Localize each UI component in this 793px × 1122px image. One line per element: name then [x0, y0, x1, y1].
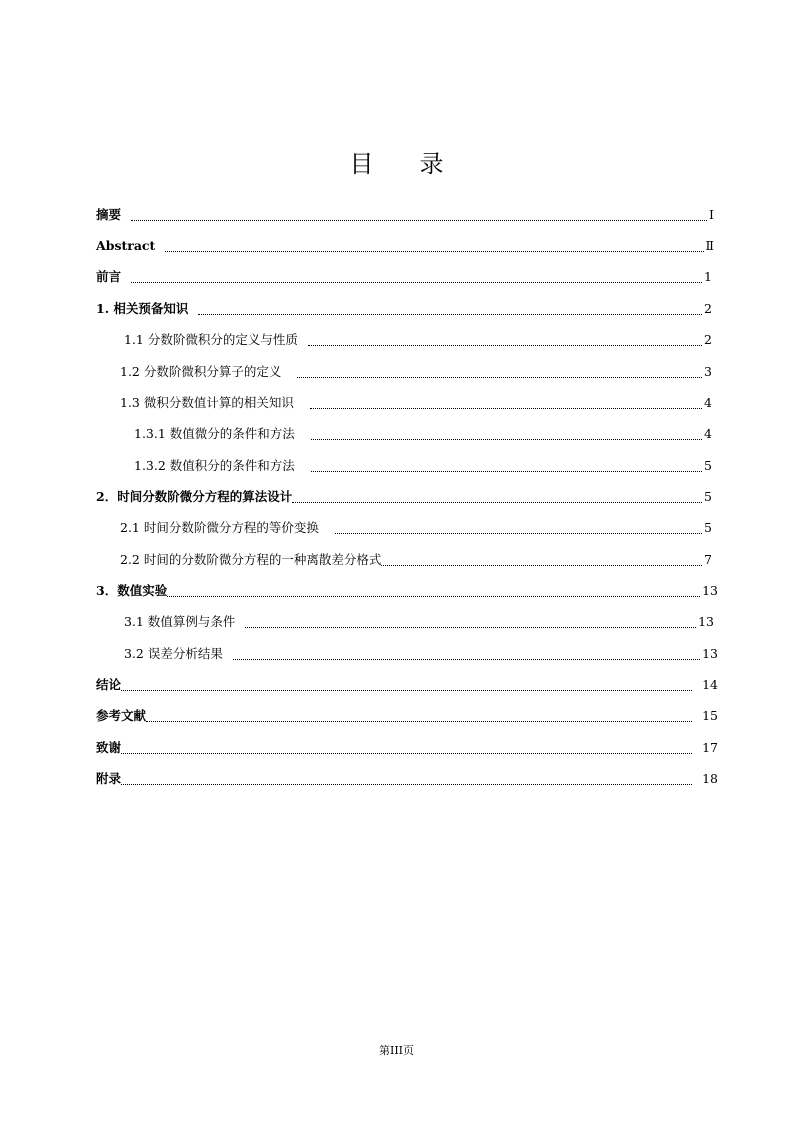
- toc-entry-chapter-3[interactable]: [96, 581, 718, 601]
- dot-leader: [121, 753, 692, 754]
- dot-leader: [121, 784, 692, 785]
- toc-entry-references[interactable]: [96, 706, 718, 726]
- toc-entry-label: 1. 相关预备知识: [96, 301, 189, 316]
- toc-entry-label: 致谢: [96, 740, 122, 755]
- title-char-2: 录: [419, 150, 444, 178]
- toc-entry-section-1-1[interactable]: [124, 330, 712, 350]
- toc-entry-label: 3.1 数值算例与条件: [124, 614, 236, 629]
- toc-entry-page: 13: [702, 583, 718, 598]
- dot-leader: [245, 627, 696, 628]
- toc-entry-abstract-en[interactable]: [96, 236, 714, 256]
- toc-entry-label: 1.3.1 数值微分的条件和方法: [134, 426, 295, 441]
- toc-entry-page: 5: [704, 520, 712, 535]
- toc-entry-conclusion[interactable]: [96, 675, 718, 695]
- toc-entry-page: 1: [704, 269, 712, 284]
- toc-entry-page: 15: [702, 708, 718, 723]
- dot-leader: [297, 377, 702, 378]
- page-title: [0, 144, 793, 179]
- toc-entry-label: 摘要: [96, 207, 122, 222]
- toc-entry-page: 2: [704, 332, 712, 347]
- toc-entry-section-2-2[interactable]: [120, 550, 712, 570]
- toc-entry-page: 7: [704, 552, 712, 567]
- toc-entry-page: 13: [702, 646, 718, 661]
- dot-leader: [165, 251, 703, 252]
- dot-leader: [198, 314, 702, 315]
- toc-entry-preface[interactable]: [96, 267, 712, 287]
- toc-entry-page: 5: [704, 458, 712, 473]
- toc-entry-section-1-2[interactable]: [120, 362, 712, 382]
- dot-leader: [167, 596, 700, 597]
- toc-entry-page: 17: [702, 740, 718, 755]
- toc-entry-section-1-3[interactable]: [120, 393, 712, 413]
- toc-entry-acknowledgements[interactable]: [96, 738, 718, 758]
- dot-leader: [311, 439, 702, 440]
- dot-leader: [233, 659, 700, 660]
- title-char-1: 目: [349, 150, 374, 178]
- dot-leader: [311, 471, 702, 472]
- toc-entry-label: 2．时间分数阶微分方程的算法设计: [96, 489, 293, 504]
- toc-entry-page: Ⅱ: [705, 238, 714, 253]
- dot-leader: [131, 220, 707, 221]
- toc-entry-section-1-3-1[interactable]: [134, 424, 712, 444]
- toc-entry-label: 附录: [96, 771, 122, 786]
- toc-entry-section-1-3-2[interactable]: [134, 456, 712, 476]
- toc-entry-label: 2.1 时间分数阶微分方程的等价变换: [120, 520, 319, 535]
- toc-entry-page: 4: [704, 426, 712, 441]
- toc-entry-page: 4: [704, 395, 712, 410]
- toc-entry-chapter-2[interactable]: [96, 487, 712, 507]
- dot-leader: [335, 533, 702, 534]
- toc-entry-page: 14: [702, 677, 718, 692]
- toc-entry-page: 2: [704, 301, 712, 316]
- dot-leader: [121, 690, 692, 691]
- toc-entry-label: 3.2 误差分析结果: [124, 646, 223, 661]
- dot-leader: [292, 502, 702, 503]
- dot-leader: [131, 282, 702, 283]
- toc-entry-label: 前言: [96, 269, 122, 284]
- toc-entry-section-3-1[interactable]: [124, 612, 714, 632]
- toc-entry-appendix[interactable]: [96, 769, 718, 789]
- dot-leader: [146, 721, 692, 722]
- toc-entry-section-3-2[interactable]: [124, 644, 718, 664]
- toc-entry-page: 18: [702, 771, 718, 786]
- toc-entry-label: 结论: [96, 677, 122, 692]
- toc-entry-label: 1.2 分数阶微积分算子的定义: [120, 364, 282, 379]
- toc-entry-label: 1.1 分数阶微积分的定义与性质: [124, 332, 298, 347]
- toc-entry-page: 3: [704, 364, 712, 379]
- toc-entry-label: Abstract: [96, 238, 156, 253]
- toc-entry-label: 2.2 时间的分数阶微分方程的一种离散差分格式: [120, 552, 382, 567]
- toc-entry-chapter-1[interactable]: [96, 299, 712, 319]
- toc-entry-abstract-cn[interactable]: [96, 205, 714, 225]
- toc-entry-label: 1.3.2 数值积分的条件和方法: [134, 458, 295, 473]
- dot-leader: [381, 565, 702, 566]
- dot-leader: [310, 408, 702, 409]
- toc-entry-label: 参考文献: [96, 708, 147, 723]
- toc-entry-page: 13: [698, 614, 714, 629]
- toc-entry-label: 3．数值实验: [96, 583, 168, 598]
- toc-entry-page: 5: [704, 489, 712, 504]
- page-number-footer: 第III页: [378, 1044, 415, 1057]
- toc-entry-label: 1.3 微积分数值计算的相关知识: [120, 395, 294, 410]
- toc-entry-page: Ⅰ: [709, 207, 714, 222]
- toc-entry-section-2-1[interactable]: [120, 518, 712, 538]
- dot-leader: [308, 345, 702, 346]
